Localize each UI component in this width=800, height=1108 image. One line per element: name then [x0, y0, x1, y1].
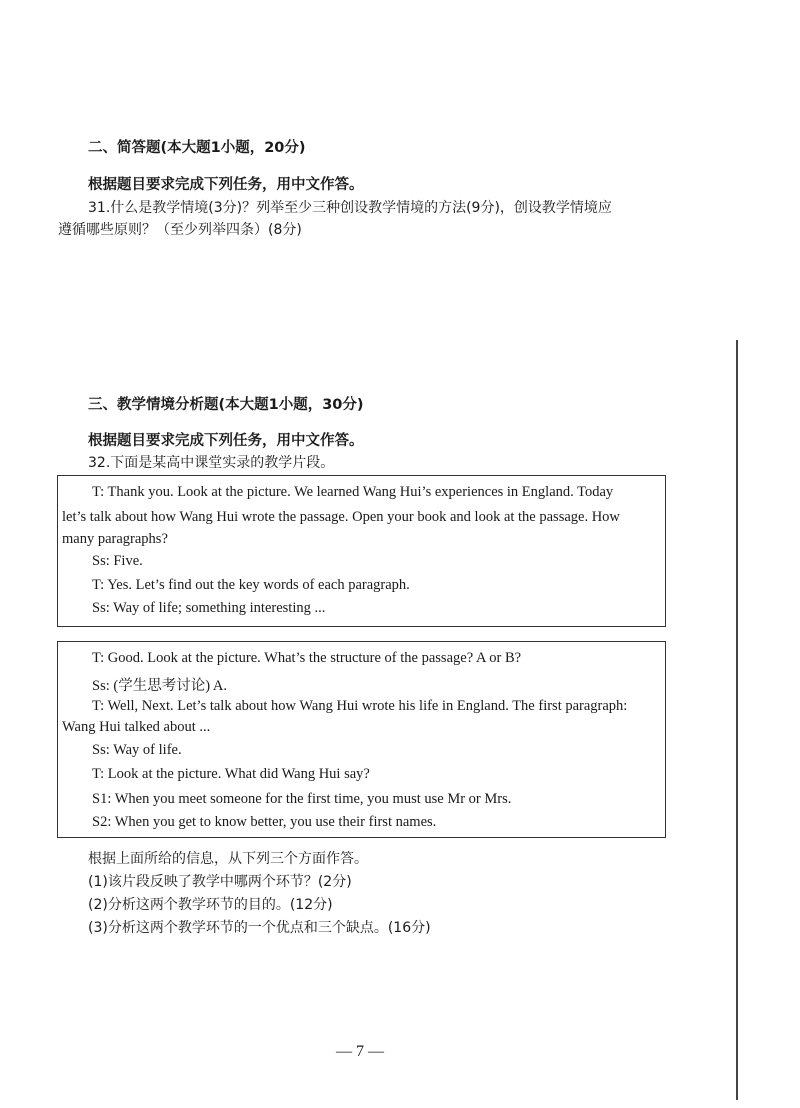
- box1-line: T: Yes. Let’s find out the key words of each paragraph.: [92, 577, 410, 593]
- box2-line: S1: When you meet someone for the first time, you must use Mr or Mrs.: [92, 791, 512, 807]
- box1-line: let’s talk about how Wang Hui wrote the passage. Open your book and look at the passage. How: [62, 509, 620, 525]
- box1-line: many paragraphs?: [62, 531, 168, 547]
- box2-line: Wang Hui talked about ...: [62, 719, 211, 735]
- task-3: (3)分析这两个教学环节的一个优点和三个缺点。(16分): [88, 920, 431, 936]
- section3-heading: 三、教学情境分析题(本大题1小题，30分): [88, 397, 364, 413]
- box1-line: Ss: Way of life; something interesting ...: [92, 600, 326, 616]
- box2-line: S2: When you get to know better, you use their first names.: [92, 814, 437, 830]
- scan-edge-line: [736, 340, 738, 1100]
- task-2: (2)分析这两个教学环节的目的。(12分): [88, 897, 333, 913]
- section2-heading: 二、简答题(本大题1小题，20分): [88, 140, 306, 156]
- box2-line: T: Good. Look at the picture. What’s the structure of the passage? A or B?: [92, 650, 522, 666]
- page-number: — 7 —: [336, 1043, 384, 1060]
- section2-instruction: 根据题目要求完成下列任务，用中文作答。: [88, 177, 364, 193]
- section3-instruction: 根据题目要求完成下列任务，用中文作答。: [88, 433, 364, 449]
- task-1: (1)该片段反映了教学中哪两个环节？(2分): [88, 874, 352, 890]
- question-31-line2: 遵循哪些原则？（至少列举四条）(8分): [58, 222, 302, 238]
- dialogue-box-1: [57, 475, 666, 627]
- tasks-intro: 根据上面所给的信息，从下列三个方面作答。: [88, 851, 368, 867]
- box2-line: Ss: (学生思考讨论) A.: [92, 678, 227, 694]
- box1-line: Ss: Five.: [92, 553, 143, 569]
- box2-line: T: Look at the picture. What did Wang Hui say?: [92, 766, 370, 782]
- box2-line: T: Well, Next. Let’s talk about how Wang Hui wrote his life in England. The first paragraph:: [92, 698, 628, 714]
- dialogue-box-2: [57, 641, 666, 838]
- question-32-intro: 32.下面是某高中课堂实录的教学片段。: [88, 455, 335, 471]
- box2-line: Ss: Way of life.: [92, 742, 182, 758]
- box1-line: T: Thank you. Look at the picture. We learned Wang Hui’s experiences in England. Today: [92, 484, 614, 500]
- question-31-line1: 31.什么是教学情境(3分)？列举至少三种创设教学情境的方法(9分)，创设教学情境应: [88, 200, 612, 216]
